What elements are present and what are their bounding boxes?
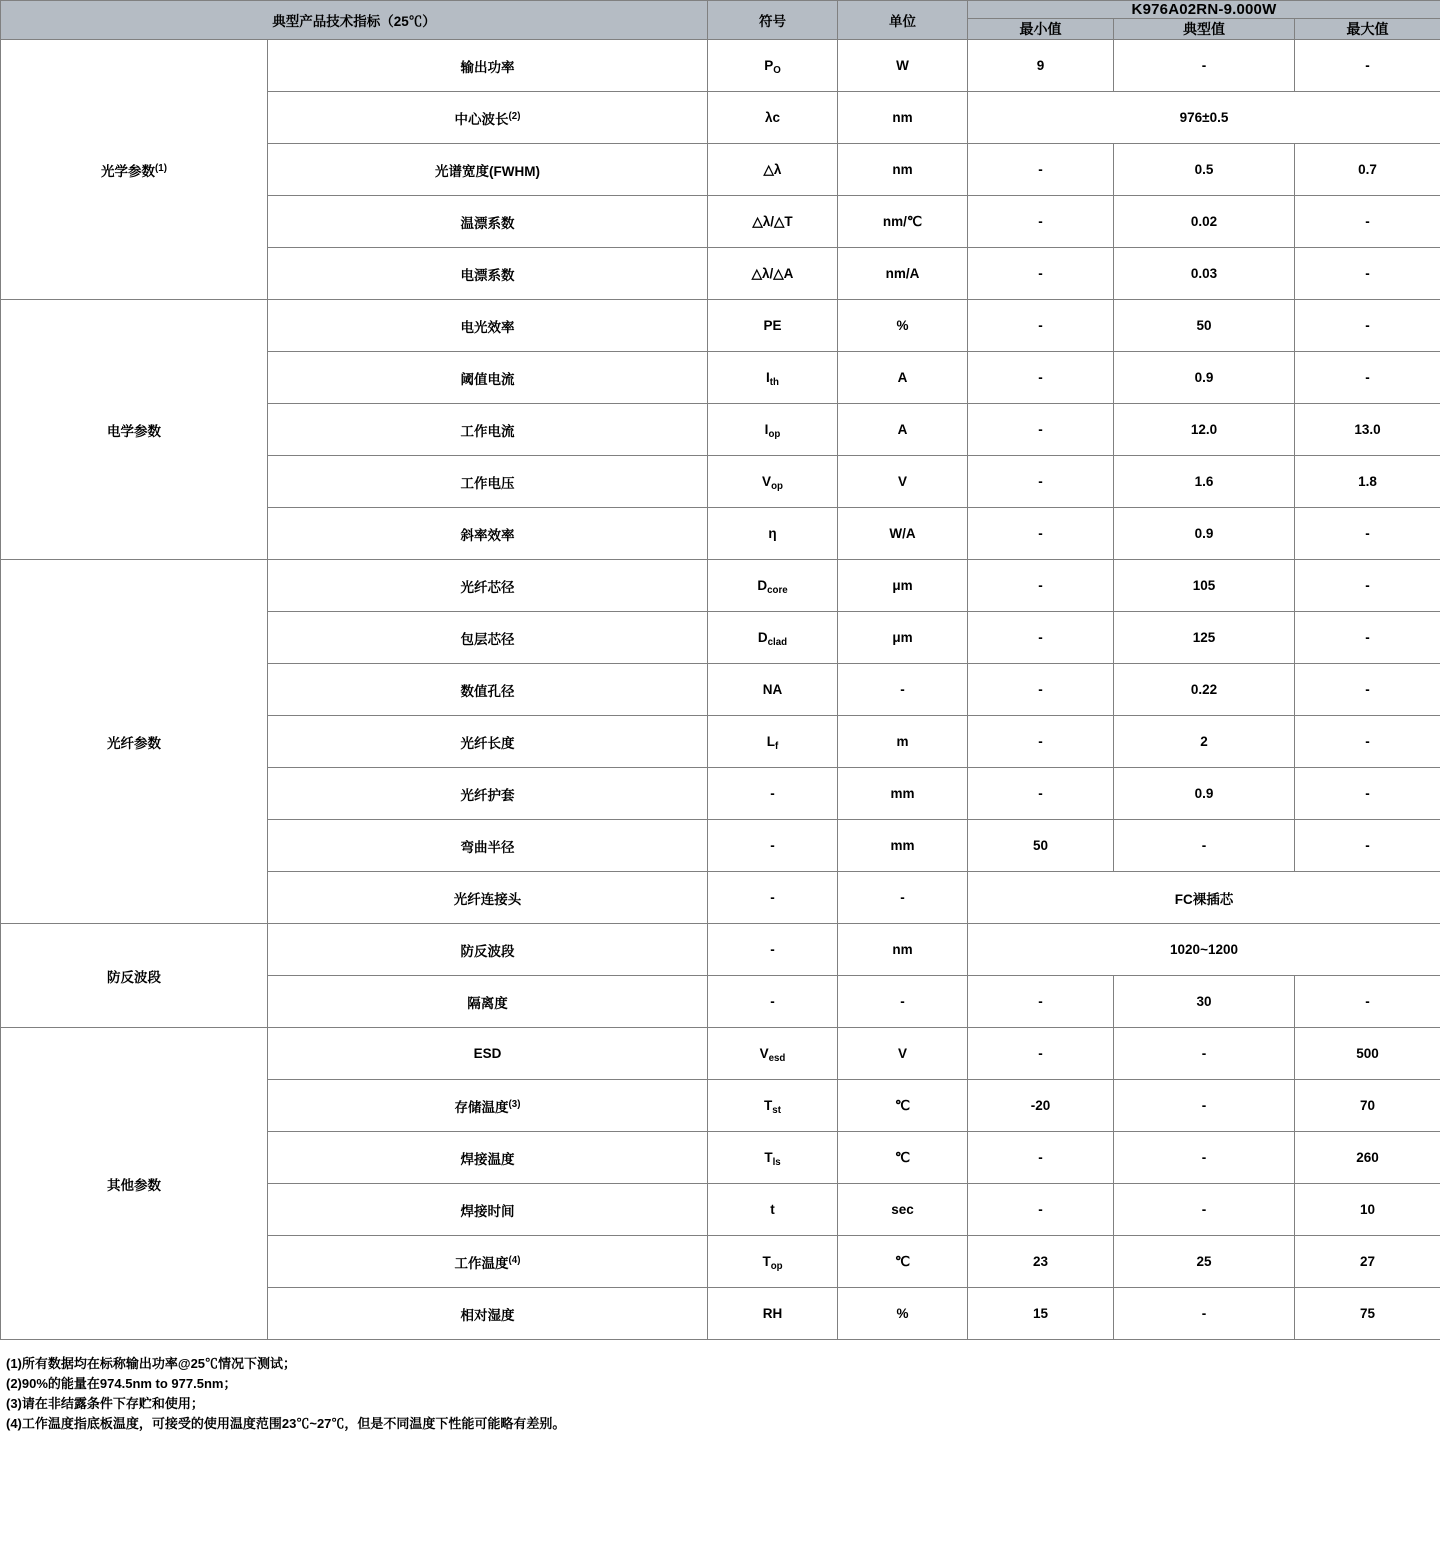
parameter-symbol: - — [708, 924, 838, 976]
footnote-line: (3)请在非结露条件下存贮和使用； — [6, 1396, 204, 1412]
parameter-unit: A — [838, 352, 968, 404]
parameter-name: 阈值电流 — [268, 352, 708, 404]
parameter-symbol: △λ/△A — [708, 248, 838, 300]
value-min: - — [968, 248, 1114, 300]
value-typ: 50 — [1114, 300, 1295, 352]
parameter-symbol: $T_{op}$ — [708, 1236, 838, 1288]
table-row — [1, 924, 1440, 976]
value-min: - — [968, 976, 1114, 1028]
value-max: - — [1295, 612, 1440, 664]
parameter-symbol: $L_f$ — [708, 716, 838, 768]
value-max: - — [1295, 300, 1440, 352]
parameter-symbol: t — [708, 1184, 838, 1236]
parameter-name: 工作电流 — [268, 404, 708, 456]
parameter-unit: μm — [838, 612, 968, 664]
row-group-label: 光纤参数 — [1, 560, 268, 924]
header-unit: 单位 — [838, 1, 968, 40]
parameter-unit: A — [838, 404, 968, 456]
parameter-unit: W — [838, 40, 968, 92]
value-typ: - — [1114, 1184, 1295, 1236]
parameter-unit: m — [838, 716, 968, 768]
footnote-line: (1)所有数据均在标称输出功率@25℃情况下测试； — [6, 1356, 297, 1371]
parameter-name: 光谱宽度(FWHM) — [268, 144, 708, 196]
value-max: - — [1295, 716, 1440, 768]
value-max: 13.0 — [1295, 404, 1440, 456]
value-max: - — [1295, 560, 1440, 612]
value-typ: 0.9 — [1114, 508, 1295, 560]
parameter-name: 相对湿度 — [268, 1288, 708, 1340]
table-row — [1, 1028, 1440, 1080]
parameter-symbol: RH — [708, 1288, 838, 1340]
value-min: - — [968, 1132, 1114, 1184]
value-merged: 976±0.5 — [968, 92, 1440, 144]
value-min: - — [968, 352, 1114, 404]
value-max: - — [1295, 664, 1440, 716]
value-min: - — [968, 664, 1114, 716]
parameter-unit: % — [838, 1288, 968, 1340]
parameter-symbol: - — [708, 820, 838, 872]
parameter-name: 光纤长度 — [268, 716, 708, 768]
value-typ: 30 — [1114, 976, 1295, 1028]
value-max: 10 — [1295, 1184, 1440, 1236]
value-min: - — [968, 1184, 1114, 1236]
parameter-name: 包层芯径 — [268, 612, 708, 664]
header-spec-title: 典型产品技术指标（25℃） — [1, 1, 708, 40]
parameter-symbol: $T_{st}$ — [708, 1080, 838, 1132]
parameter-name: 电漂系数 — [268, 248, 708, 300]
table-row — [1, 560, 1440, 612]
value-max: 75 — [1295, 1288, 1440, 1340]
parameter-symbol: PE — [708, 300, 838, 352]
parameter-unit: nm/℃ — [838, 196, 968, 248]
value-min: - — [968, 196, 1114, 248]
parameter-symbol: $D_{core}$ — [708, 560, 838, 612]
parameter-name: 光纤芯径 — [268, 560, 708, 612]
value-typ: 1.6 — [1114, 456, 1295, 508]
value-typ: 0.03 — [1114, 248, 1295, 300]
value-typ: 125 — [1114, 612, 1295, 664]
parameter-unit: nm — [838, 92, 968, 144]
parameter-symbol: λc — [708, 92, 838, 144]
parameter-unit: nm/A — [838, 248, 968, 300]
header-typ: 典型值 — [1114, 19, 1295, 40]
value-typ: 25 — [1114, 1236, 1295, 1288]
parameter-name: 数值孔径 — [268, 664, 708, 716]
value-max: 500 — [1295, 1028, 1440, 1080]
parameter-symbol: - — [708, 976, 838, 1028]
value-typ: 105 — [1114, 560, 1295, 612]
row-group-label: 光学参数$^{(1)}$ — [1, 40, 268, 300]
parameter-symbol: $I_{th}$ — [708, 352, 838, 404]
value-max: - — [1295, 976, 1440, 1028]
parameter-name: 温漂系数 — [268, 196, 708, 248]
value-min: 23 — [968, 1236, 1114, 1288]
table-row — [1, 40, 1440, 92]
parameter-unit: ℃ — [838, 1080, 968, 1132]
header-model: K976A02RN-9.000W — [968, 1, 1440, 19]
value-typ: 12.0 — [1114, 404, 1295, 456]
value-max: 1.8 — [1295, 456, 1440, 508]
parameter-name: 隔离度 — [268, 976, 708, 1028]
header-symbol: 符号 — [708, 1, 838, 40]
value-min: 50 — [968, 820, 1114, 872]
parameter-name: 输出功率 — [268, 40, 708, 92]
value-typ: - — [1114, 1132, 1295, 1184]
parameter-unit: nm — [838, 144, 968, 196]
parameter-name: 焊接温度 — [268, 1132, 708, 1184]
parameter-symbol: NA — [708, 664, 838, 716]
value-typ: - — [1114, 40, 1295, 92]
parameter-name: 光纤护套 — [268, 768, 708, 820]
value-typ: - — [1114, 1080, 1295, 1132]
parameter-name: 斜率效率 — [268, 508, 708, 560]
row-group-label: 防反波段 — [1, 924, 268, 1028]
parameter-name: 中心波长$^{(2)}$ — [268, 92, 708, 144]
value-typ: 0.9 — [1114, 768, 1295, 820]
value-min: - — [968, 300, 1114, 352]
parameter-symbol: - — [708, 872, 838, 924]
parameter-name: 工作电压 — [268, 456, 708, 508]
value-typ: - — [1114, 1028, 1295, 1080]
value-max: 260 — [1295, 1132, 1440, 1184]
parameter-unit: - — [838, 872, 968, 924]
footnote-line: (2)90%的能量在974.5nm to 977.5nm； — [6, 1376, 237, 1392]
parameter-name: 光纤连接头 — [268, 872, 708, 924]
value-max: - — [1295, 508, 1440, 560]
parameter-symbol: η — [708, 508, 838, 560]
table-row — [1, 300, 1440, 352]
value-max: - — [1295, 352, 1440, 404]
parameter-symbol: - — [708, 768, 838, 820]
parameter-unit: ℃ — [838, 1236, 968, 1288]
value-max: - — [1295, 196, 1440, 248]
parameter-unit: μm — [838, 560, 968, 612]
parameter-unit: - — [838, 976, 968, 1028]
value-min: - — [968, 560, 1114, 612]
value-typ: 0.02 — [1114, 196, 1295, 248]
parameter-symbol: $V_{op}$ — [708, 456, 838, 508]
value-min: - — [968, 144, 1114, 196]
value-max: 70 — [1295, 1080, 1440, 1132]
row-group-label: 电学参数 — [1, 300, 268, 560]
parameter-name: ESD — [268, 1028, 708, 1080]
parameter-name: 防反波段 — [268, 924, 708, 976]
parameter-unit: W/A — [838, 508, 968, 560]
value-typ: - — [1114, 820, 1295, 872]
parameter-name: 存储温度$^{(3)}$ — [268, 1080, 708, 1132]
value-typ: 0.5 — [1114, 144, 1295, 196]
parameter-symbol: $I_{op}$ — [708, 404, 838, 456]
value-min: 15 — [968, 1288, 1114, 1340]
parameter-name: 工作温度$^{(4)}$ — [268, 1236, 708, 1288]
parameter-unit: mm — [838, 768, 968, 820]
parameter-symbol: $P_O$ — [708, 40, 838, 92]
header-min: 最小值 — [968, 19, 1114, 40]
parameter-symbol: $D_{clad}$ — [708, 612, 838, 664]
parameter-unit: - — [838, 664, 968, 716]
value-typ: 0.22 — [1114, 664, 1295, 716]
value-max: 0.7 — [1295, 144, 1440, 196]
row-group-label: 其他参数 — [1, 1028, 268, 1340]
footnotes — [0, 1340, 1440, 1435]
parameter-symbol: △λ — [708, 144, 838, 196]
value-min: - — [968, 768, 1114, 820]
parameter-name: 弯曲半径 — [268, 820, 708, 872]
parameter-symbol: $V_{esd}$ — [708, 1028, 838, 1080]
parameter-unit: % — [838, 300, 968, 352]
value-merged: 1020~1200 — [968, 924, 1440, 976]
parameter-name: 电光效率 — [268, 300, 708, 352]
value-typ: 2 — [1114, 716, 1295, 768]
value-min: 9 — [968, 40, 1114, 92]
value-typ: - — [1114, 1288, 1295, 1340]
parameter-unit: V — [838, 456, 968, 508]
value-min: - — [968, 612, 1114, 664]
parameter-unit: ℃ — [838, 1132, 968, 1184]
header-max: 最大值 — [1295, 19, 1440, 40]
parameter-unit: sec — [838, 1184, 968, 1236]
value-min: - — [968, 508, 1114, 560]
value-max: 27 — [1295, 1236, 1440, 1288]
value-max: - — [1295, 768, 1440, 820]
value-min: -20 — [968, 1080, 1114, 1132]
table-body — [1, 40, 1440, 1340]
parameter-unit: mm — [838, 820, 968, 872]
value-max: - — [1295, 248, 1440, 300]
parameter-symbol: $T_{ls}$ — [708, 1132, 838, 1184]
parameter-symbol: △λ/△T — [708, 196, 838, 248]
footnote-line: (4)工作温度指底板温度，可接受的使用温度范围23℃~27℃，但是不同温度下性能可能略有差别。 — [6, 1416, 566, 1432]
value-min: - — [968, 456, 1114, 508]
table-header — [1, 1, 1440, 40]
parameter-unit: V — [838, 1028, 968, 1080]
value-max: - — [1295, 820, 1440, 872]
value-typ: 0.9 — [1114, 352, 1295, 404]
value-min: - — [968, 1028, 1114, 1080]
value-min: - — [968, 716, 1114, 768]
value-min: - — [968, 404, 1114, 456]
value-max: - — [1295, 40, 1440, 92]
parameter-name: 焊接时间 — [268, 1184, 708, 1236]
value-merged: FC裸插芯 — [968, 872, 1440, 924]
parameter-unit: nm — [838, 924, 968, 976]
